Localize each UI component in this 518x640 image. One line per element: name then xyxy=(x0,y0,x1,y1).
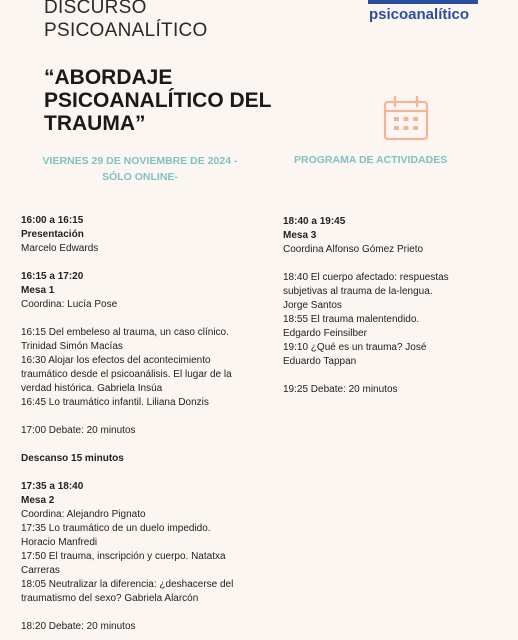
title-line-1: “ABORDAJE xyxy=(44,66,173,89)
talk-item: Carreras xyxy=(21,565,60,576)
schedule-right-column xyxy=(283,215,455,397)
debate-item: 17:00 Debate: 20 minutos xyxy=(21,425,136,436)
session-title: Mesa 2 xyxy=(21,495,55,506)
brand-name: psicoanalítico xyxy=(369,6,470,23)
program-heading: PROGRAMA DE ACTIVIDADES xyxy=(294,154,448,166)
talk-item: Edgardo Feinsilber xyxy=(283,328,367,339)
session-person: Marcelo Edwards xyxy=(21,243,99,254)
talk-item: 17:50 El trauma, inscripción y cuerpo. Natatxa xyxy=(21,551,226,562)
talk-item: traumático desde el psicoanálisis. El lugar de la xyxy=(21,369,232,380)
talk-item: 16:15 Del embeleso al trauma, un caso clínico. xyxy=(21,327,229,338)
talk-item: verdad histórica. Gabriela Insúa xyxy=(21,383,163,394)
session-title: Mesa 1 xyxy=(21,285,55,296)
brand-bar xyxy=(368,0,478,4)
event-date xyxy=(22,153,258,185)
session-coordinator: Coordina Alfonso Gómez Prieto xyxy=(283,244,424,255)
session-time: 18:40 a 19:45 xyxy=(283,216,346,227)
title-line-2: PSICOANALÍTICO DEL xyxy=(44,89,272,112)
header-kicker xyxy=(44,0,208,42)
session-coordinator: Coordina: Lucía Pose xyxy=(21,299,118,310)
event-date-line-1: VIERNES 29 DE NOVIEMBRE DE 2024 - xyxy=(42,155,238,167)
session-title: Presentación xyxy=(21,229,84,240)
talk-item: Horacio Manfredi xyxy=(21,537,98,548)
kicker-line-1: DISCURSO xyxy=(44,0,147,18)
kicker-line-2: PSICOANALÍTICO xyxy=(44,20,208,41)
session-title: Mesa 3 xyxy=(283,230,317,241)
debate-item: 18:20 Debate: 20 minutos xyxy=(21,621,136,632)
title-line-3: TRAUMA” xyxy=(44,112,146,135)
talk-item: Jorge Santos xyxy=(283,300,342,311)
talk-item: 17:35 Lo traumático de un duelo impedido. xyxy=(21,523,211,534)
event-title xyxy=(44,66,344,135)
debate-item: 19:25 Debate: 20 minutos xyxy=(283,384,398,395)
session-coordinator: Coordina: Alejandro Pignato xyxy=(21,509,146,520)
session-time: 16:00 a 16:15 xyxy=(21,215,84,226)
talk-item: Trinidad Simón Macías xyxy=(21,341,123,352)
talk-item: 18:40 El cuerpo afectado: respuestas xyxy=(283,272,449,283)
break-item: Descanso 15 minutos xyxy=(21,453,124,464)
talk-item: traumatismo del sexo? Gabriela Alarcón xyxy=(21,593,199,604)
event-date-line-2: SÓLO ONLINE- xyxy=(102,171,178,183)
talk-item: 19:10 ¿Qué es un trauma? José xyxy=(283,342,427,353)
talk-item: 18:05 Neutralizar la diferencia: ¿deshacerse del xyxy=(21,579,234,590)
talk-item: Eduardo Tappan xyxy=(283,356,357,367)
calendar-icon xyxy=(382,94,430,142)
talk-item: 18:55 El trauma malentendido. xyxy=(283,314,420,325)
talk-item: 16:45 Lo traumático infantil. Liliana Donzis xyxy=(21,397,209,408)
talk-item: 16:30 Alojar los efectos del acontecimiento xyxy=(21,355,211,366)
talk-item: subjetivas al trauma de la-lengua. xyxy=(283,286,433,297)
schedule-left-column xyxy=(21,214,261,634)
session-time: 16:15 a 17:20 xyxy=(21,271,84,282)
session-time: 17:35 a 18:40 xyxy=(21,481,84,492)
